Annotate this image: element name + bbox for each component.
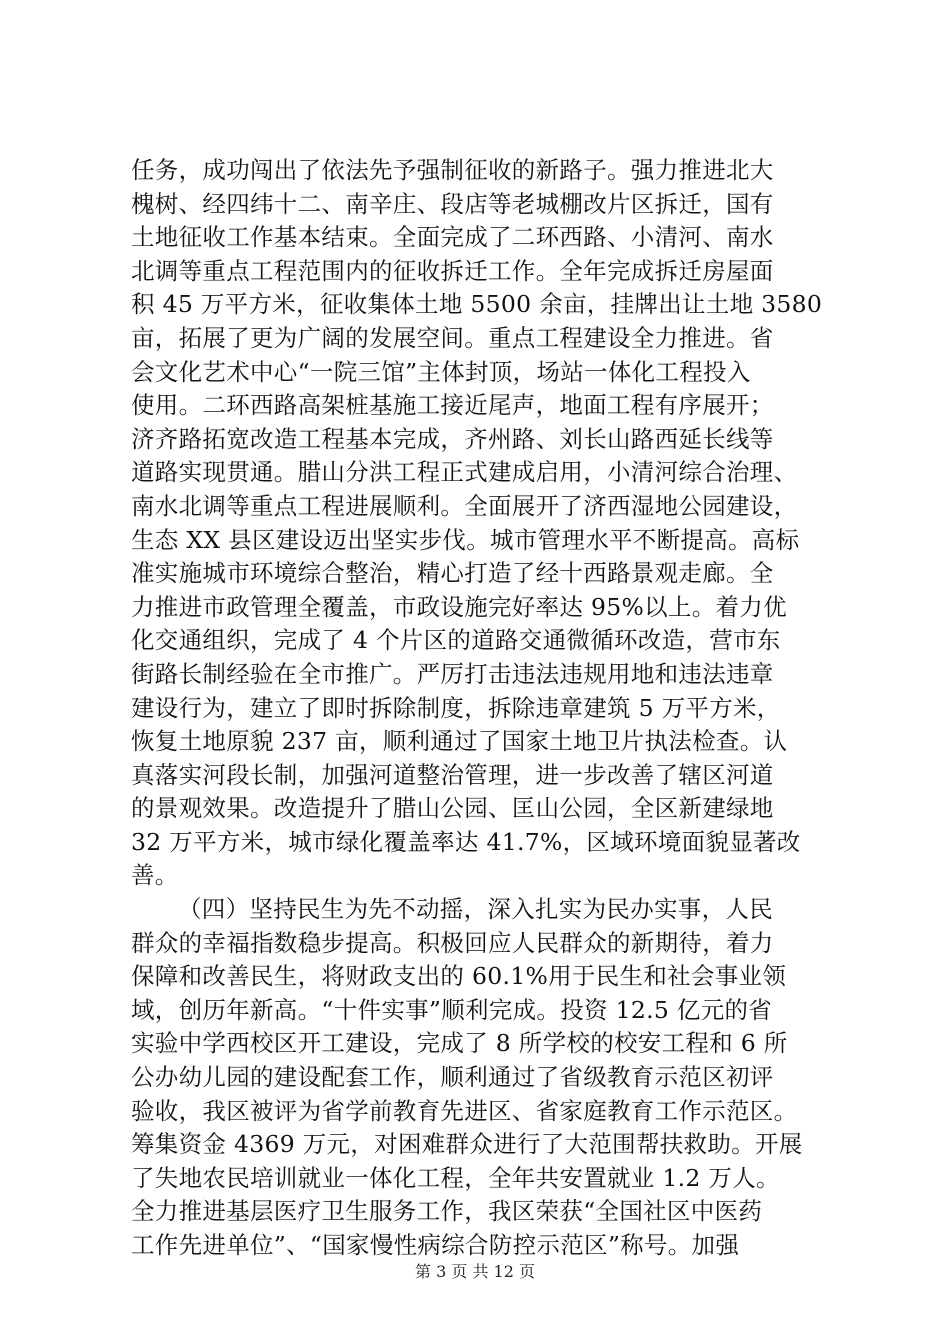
text-line: 槐树、经四纬十二、南辛庄、段店等老城棚改片区拆迁，国有 xyxy=(131,189,774,218)
text-line: 任务，成功闯出了依法先予强制征收的新路子。强力推进北大 xyxy=(131,156,774,184)
text-line: 准实施城市环境综合整治，精心打造了经十西路景观走廊。全 xyxy=(131,559,774,588)
text-line: 筹集资金 4369 万元，对困难群众进行了大范围帮扶救助。开展 xyxy=(131,1130,803,1159)
text-line: 真落实河段长制，加强河道整治管理，进一步改善了辖区河道 xyxy=(131,760,774,789)
text-line: 全力推进基层医疗卫生服务工作，我区荣获“全国社区中医药 xyxy=(131,1197,763,1226)
text-line: 济齐路拓宽改造工程基本完成，齐州路、刘长山路西延长线等 xyxy=(131,424,774,453)
text-line: 验收，我区被评为省学前教育先进区、省家庭教育工作示范区。 xyxy=(131,1096,798,1125)
text-line: 的景观效果。改造提升了腊山公园、匡山公园，全区新建绿地 xyxy=(131,794,774,823)
text-line: 化交通组织，完成了 4 个片区的道路交通微循环改造，营市东 xyxy=(131,626,781,655)
text-line: 善。 xyxy=(131,861,179,890)
text-line: 建设行为，建立了即时拆除制度，拆除违章建筑 5 万平方米， xyxy=(131,693,781,722)
text-line: 南水北调等重点工程进展顺利。全面展开了济西湿地公园建设， xyxy=(131,491,798,520)
text-line: 保障和改善民生，将财政支出的 60.1%用于民生和社会事业领 xyxy=(131,962,787,991)
text-line: 生态 XX 县区建设迈出坚实步伐。城市管理水平不断提高。高标 xyxy=(131,525,800,554)
text-line: 北调等重点工程范围内的征收拆迁工作。全年完成拆迁房屋面 xyxy=(131,256,774,285)
body-text xyxy=(131,154,831,1263)
text-line: 群众的幸福指数稳步提高。积极回应人民群众的新期待，着力 xyxy=(131,928,774,957)
text-line: 了失地农民培训就业一体化工程，全年共安置就业 1.2 万人。 xyxy=(131,1163,780,1192)
text-line: 土地征收工作基本结束。全面完成了二环西路、小清河、南水 xyxy=(131,223,774,252)
text-line: 街路长制经验在全市推广。严厉打击违法违规用地和违法违章 xyxy=(131,659,774,688)
text-line: 力推进市政管理全覆盖，市政设施完好率达 95%以上。着力优 xyxy=(131,592,787,621)
text-line: 实验中学西校区开工建设，完成了 8 所学校的校安工程和 6 所 xyxy=(131,1029,788,1058)
text-line: 32 万平方米，城市绿化覆盖率达 41.7%，区域环境面貌显著改 xyxy=(131,827,801,856)
text-line: 工作先进单位”、“国家慢性病综合防控示范区”称号。加强 xyxy=(131,1231,740,1259)
text-line: 使用。二环西路高架桩基施工接近尾声，地面工程有序展开； xyxy=(131,391,774,420)
text-line: 道路实现贯通。腊山分洪工程正式建成启用，小清河综合治理、 xyxy=(131,458,798,487)
text-line: 积 45 万平方米，征收集体土地 5500 余亩，挂牌出让土地 3580 xyxy=(131,290,823,319)
text-line: 亩，拓展了更为广阔的发展空间。重点工程建设全力推进。省 xyxy=(131,323,774,352)
text-line: 域，创历年新高。“十件实事”顺利完成。投资 12.5 亿元的省 xyxy=(131,995,773,1024)
text-line: 恢复土地原貌 237 亩，顺利通过了国家土地卫片执法检查。认 xyxy=(131,727,788,756)
text-line: 会文化艺术中心“一院三馆”主体封顶，场站一体化工程投入 xyxy=(131,357,751,386)
page-footer: 第 3 页 共 12 页 xyxy=(415,1262,535,1281)
text-line: 公办幼儿园的建设配套工作，顺利通过了省级教育示范区初评 xyxy=(131,1063,774,1092)
text-line: （四）坚持民生为先不动摇，深入扎实为民办实事，人民 xyxy=(178,895,773,924)
